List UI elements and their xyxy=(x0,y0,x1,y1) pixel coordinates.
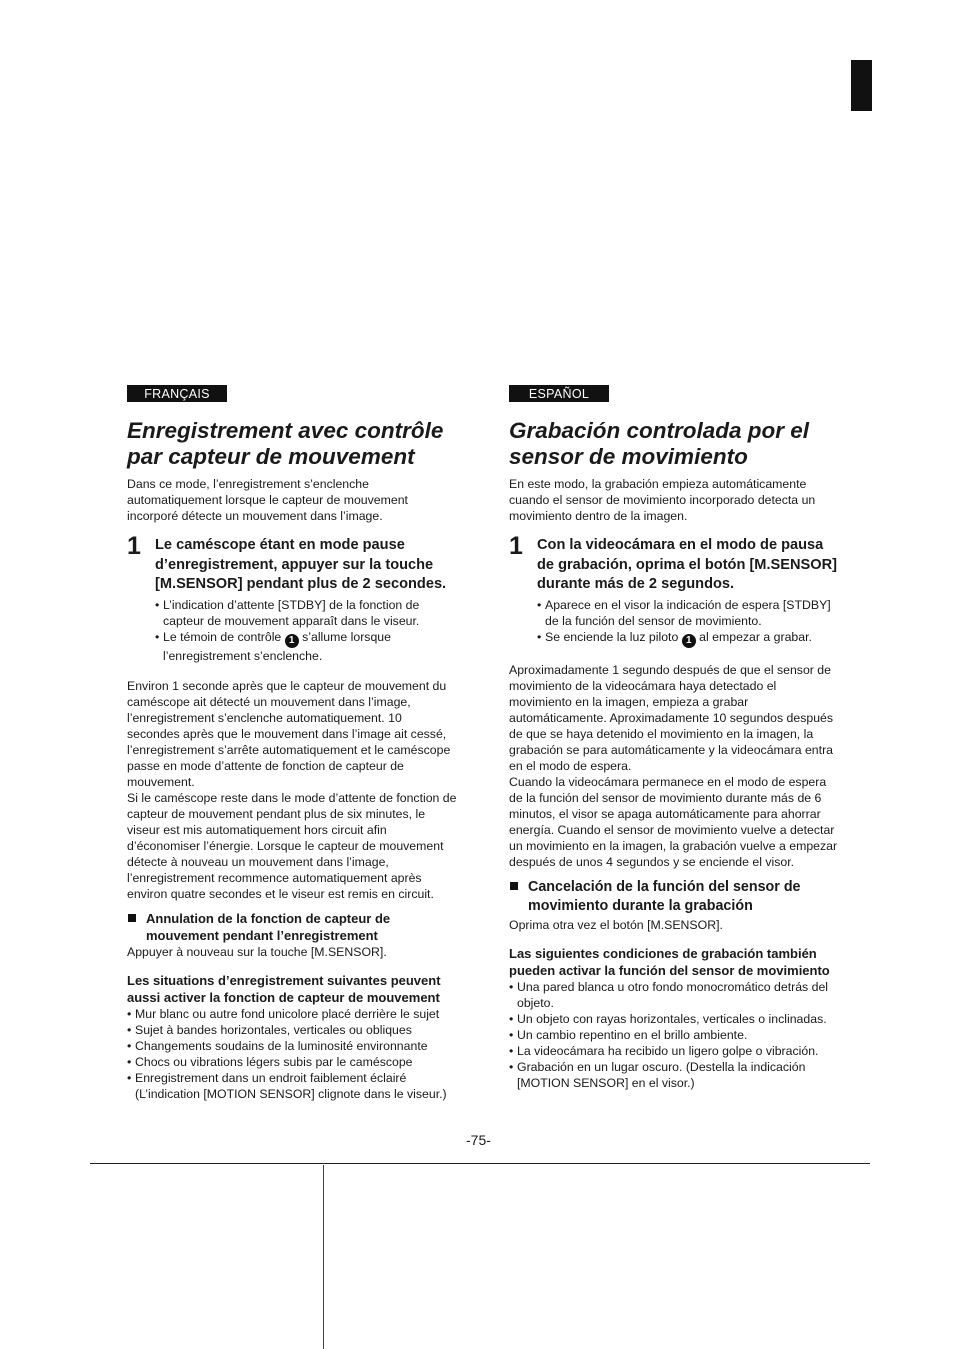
fold-line xyxy=(323,1165,324,1349)
list-item: • Mur blanc ou autre fond unicolore placé derrière le sujet xyxy=(127,1006,440,1021)
french-column xyxy=(127,385,457,1102)
list-item: • Se enciende la luz piloto 1 al empezar a grabar. xyxy=(537,629,812,646)
french-cancel-heading: Annulation de la fonction de capteur de mouvement pendant l’enregistrement xyxy=(127,910,457,944)
french-step-bullets xyxy=(127,597,457,664)
french-title-line1: Enregistrement avec contrôle xyxy=(127,418,444,443)
french-intro: Dans ce mode, l’enregistrement s’enclenche automatiquement lorsque le capteur de mouvement incorporé détecte un mouvement dans l’image. xyxy=(127,477,408,523)
spanish-title-line1: Grabación controlada por el xyxy=(509,418,810,443)
page-number: -75- xyxy=(466,1132,491,1148)
french-step-1 xyxy=(127,532,457,595)
french-paragraph-2: Si le caméscope reste dans le mode d’attente de fonction de capteur de mouvement pendant plus de six minutes, le viseur est mis automatiquement hors circuit afin d’économiser l’énergie. Lorsque le capteur de mouvement détecte à nouveau un mouvement dans l’image, l’enregistrement recommence automatiquement après environ quatre secondes et le viseur est remis en circuit. xyxy=(127,790,457,901)
square-bullet-icon xyxy=(128,914,136,922)
language-tag-french: FRANÇAIS xyxy=(127,385,227,402)
spanish-cancel-text: Oprima otra vez el botón [M.SENSOR]. xyxy=(509,917,723,932)
spanish-step-1 xyxy=(509,532,839,595)
french-situations-heading: Les situations d’enregistrement suivantes peuvent aussi activer la fonction de capteur de mouvement xyxy=(127,972,441,1005)
spanish-title-line2: sensor de movimiento xyxy=(509,444,748,469)
step-number: 1 xyxy=(509,532,523,560)
list-item: • Le témoin de contrôle 1 s’allume lorsque l’enregistrement s’enclenche. xyxy=(155,629,391,663)
list-item: • Grabación en un lugar oscuro. (Destella la indicación [MOTION SENSOR] en el visor.) xyxy=(509,1059,806,1090)
list-item: • L’indication d’attente [STDBY] de la fonction de capteur de mouvement apparaît dans le viseur. xyxy=(155,597,420,628)
list-item: • Sujet à bandes horizontales, verticales ou obliques xyxy=(127,1022,412,1037)
list-item: • Chocs ou vibrations légers subis par le caméscope xyxy=(127,1054,413,1069)
list-item: • Aparece en el visor la indicación de espera [STDBY] de la función del sensor de movimiento. xyxy=(537,597,831,628)
spanish-paragraph-1: Aproximadamente 1 segundo después de que el sensor de movimiento de la videocámara haya detectado el movimiento en la imagen, empieza a grabar automáticamente. Aproximadamente 10 segundos después de que se haya detenido el movimiento en la imagen, la grabación se para automáticamente y la videocámara entra en el modo de espera. xyxy=(509,662,834,773)
step-instruction: Con la videocámara en el modo de pausa de grabación, oprima el botón [M.SENSOR] durante más de 2 segundos. xyxy=(537,537,838,592)
step-instruction: Le caméscope étant en mode pause d’enregistrement, appuyer sur la touche [M.SENSOR] pendant plus de 2 secondes. xyxy=(155,537,447,592)
spanish-paragraph-2: Cuando la videocámara permanece en el modo de espera de la función del sensor de movimiento durante más de 6 minutos, el visor se apaga automáticamente para ahorrar energía. Cuando el sensor de movimiento vuelve a detectar un movimiento en la imagen, la grabación vuelve a empezar después de unos 4 segundos y se enciende el visor. xyxy=(509,774,838,869)
pilot-lamp-marker-icon: 1 xyxy=(285,634,299,648)
list-item: • Un cambio repentino en el brillo ambiente. xyxy=(509,1027,748,1042)
spanish-step-bullets xyxy=(509,597,839,648)
bottom-rule xyxy=(90,1163,870,1164)
spanish-cancel-heading: Cancelación de la función del sensor de movimiento durante la grabación xyxy=(509,878,839,917)
step-number: 1 xyxy=(127,532,141,560)
spanish-situations-heading: Las siguientes condiciones de grabación también pueden activar la función del sensor de movimiento xyxy=(509,945,830,978)
list-item: • Una pared blanca u otro fondo monocromático detrás del objeto. xyxy=(509,979,829,1010)
french-paragraph-1: Environ 1 seconde après que le capteur de mouvement du caméscope ait détecté un mouvement dans l’image, l’enregistrement s’enclenche automatiquement. 10 secondes après que le mouvement dans l’image ait cessé, l’enregistrement s’arrête automatiquement et le caméscope passe en mode d’attente de fonction de capteur de mouvement. xyxy=(127,678,451,789)
spanish-title xyxy=(509,418,839,470)
list-item: • La videocámara ha recibido un ligero golpe o vibración. xyxy=(509,1043,819,1058)
pilot-lamp-marker-icon: 1 xyxy=(682,634,696,648)
list-item: • Enregistrement dans un endroit faiblement éclairé (L’indication [MOTION SENSOR] clignote dans le viseur.) xyxy=(127,1070,447,1101)
spanish-situations-list xyxy=(509,979,839,1091)
french-cancel-text: Appuyer à nouveau sur la touche [M.SENSOR]. xyxy=(127,944,387,959)
french-title-line2: par capteur de mouvement xyxy=(127,444,415,469)
list-item: • Changements soudains de la luminosité environnante xyxy=(127,1038,428,1053)
language-tag-spanish: ESPAÑOL xyxy=(509,385,609,402)
french-situations-list xyxy=(127,1006,457,1102)
list-item: • Un objeto con rayas horizontales, verticales o inclinadas. xyxy=(509,1011,827,1026)
french-title xyxy=(127,418,457,470)
page-edge-tab xyxy=(851,60,872,111)
spanish-column xyxy=(509,385,839,1091)
square-bullet-icon xyxy=(510,882,518,890)
spanish-intro: En este modo, la grabación empieza automáticamente cuando el sensor de movimiento incorporado detecta un movimiento dentro de la imagen. xyxy=(509,477,816,523)
